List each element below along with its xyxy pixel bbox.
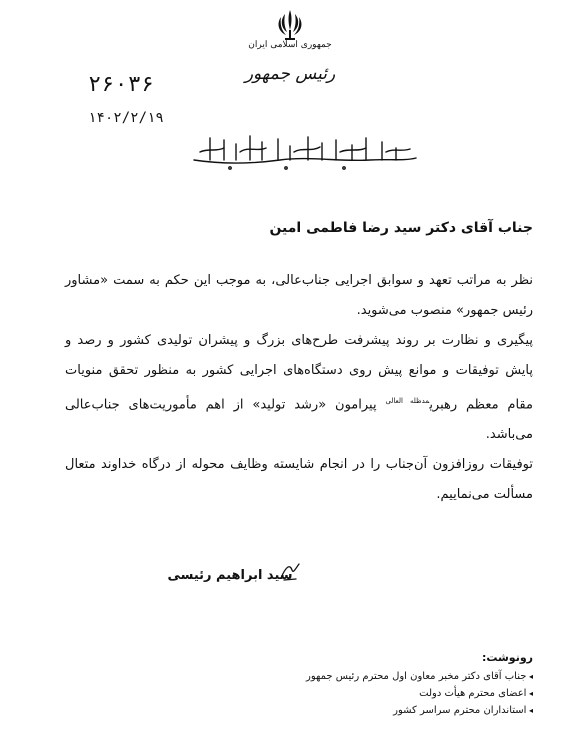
- body-duties-text-a: پیگیری و نظارت بر روند پیشرفت طرح‌های بزرگ و پیشران تولیدی کشور و رصد و پایش توفیقات و موانع پیش روی دستگاه‌های اجرایی کشور به منظور تحقق منویات مقام معظم رهبری: [65, 333, 533, 413]
- letter-number: ۲۶۰۳۶: [88, 72, 155, 97]
- body-paragraph-appointment: نظر به مراتب تعهد و سوابق اجرایی جناب‌عالی، به موجب این حکم به سمت «مشاور رئیس جمهور» منصوب می‌شوید.: [65, 273, 533, 318]
- letter-date: ۱۴۰۲/۲/۱۹: [88, 110, 164, 126]
- cc-item: ◂ جناب آقای دکتر مخبر معاون اول محترم رئیس جمهور: [213, 668, 533, 685]
- cc-list: [213, 668, 533, 719]
- cc-title: رونوشت:: [481, 651, 533, 664]
- honorific-superscript: مدظله العالی: [385, 397, 430, 405]
- state-emblem-icon: [276, 8, 304, 42]
- signer-name: سید ابراهیم رئیسی: [167, 568, 293, 583]
- body-duties-text-b: پیرامون «رشد تولید» از اهم مأموریت‌های جناب‌عالی می‌باشد.: [65, 397, 533, 443]
- cc-item: ◂ اعضای محترم هیأت دولت: [213, 685, 533, 702]
- letterhead-country: جمهوری اسلامی ایران: [248, 40, 332, 50]
- cc-item: ◂ استانداران محترم سراسر کشور: [213, 702, 533, 719]
- letter-body: [65, 266, 533, 510]
- body-paragraph-closing: توفیقات روزافزون آن‌جناب را در انجام شایسته وظایف محوله از درگاه خداوند متعال مسألت می‌نماییم.: [65, 457, 533, 503]
- bismillah-calligraphy-icon: [190, 130, 420, 172]
- body-paragraph-duties: [65, 326, 533, 450]
- addressee-line: جناب آقای دکتر سید رضا فاطمی امین: [269, 220, 533, 236]
- letterhead-office: رئیس جمهور: [244, 64, 336, 84]
